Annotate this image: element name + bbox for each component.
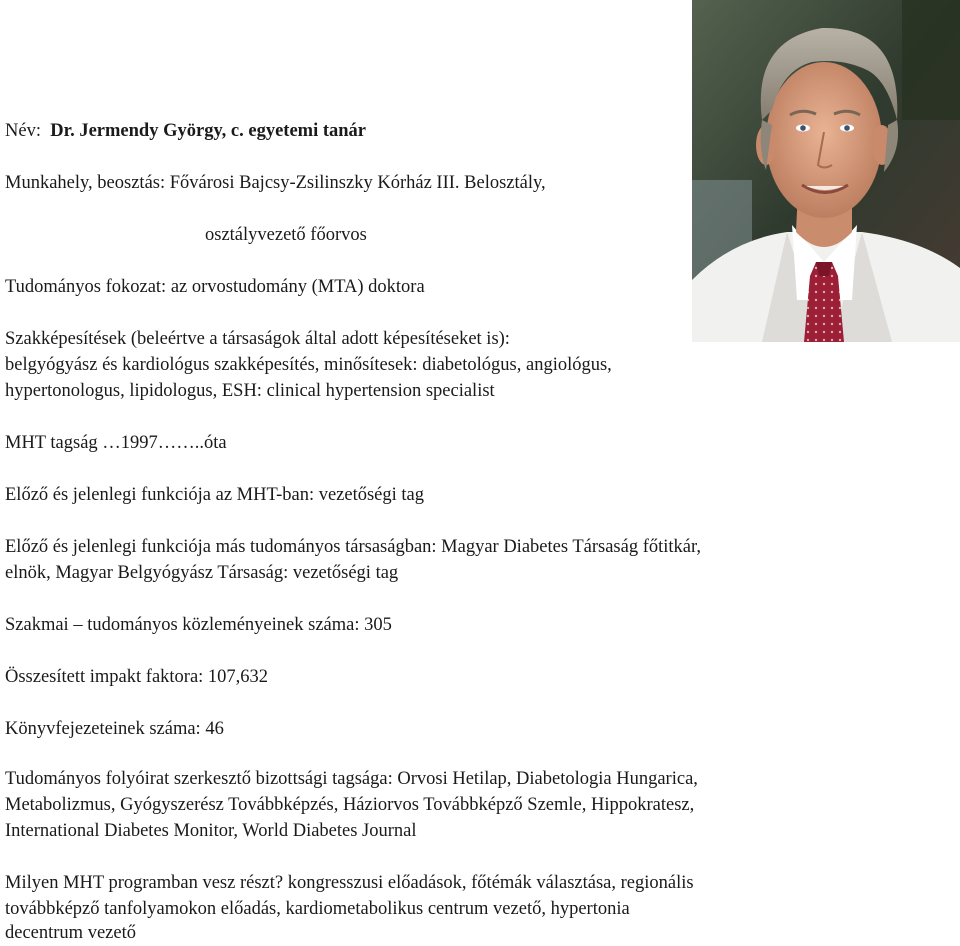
program-line-3: decentrum vezető (5, 923, 136, 943)
membership-line: MHT tagság …1997……..óta (5, 433, 227, 453)
mht-function-line: Előző és jelenlegi funkciója az MHT-ban: vezetőségi tag (5, 485, 425, 505)
position-line: osztályvezető főorvos (205, 225, 367, 245)
qualifications-list: belgyógyász és kardiológus szakképesítés, minősítesek: diabetológus, angiológus, (5, 355, 612, 375)
impact-factor-line: Összesített impakt faktora: 107,632 (5, 667, 269, 687)
degree-line: Tudományos fokozat: az orvostudomány (MTA) doktora (5, 277, 425, 297)
name-line (5, 118, 366, 144)
editorial-line: Tudományos folyóirat szerkesztő bizottsági tagsága: Orvosi Hetilap, Diabetologia Hungarica, (5, 769, 698, 789)
editorial-line-2: Metabolizmus, Gyógyszerész Továbbképzés, Háziorvos Továbbképző Szemle, Hippokratesz, (5, 795, 695, 815)
portrait-photo (692, 0, 960, 342)
qualifications-heading: Szakképesítések (beleértve a társaságok által adott képesítéseket is): (5, 329, 510, 349)
workplace-line: Munkahely, beosztás: Fővárosi Bajcsy-Zsilinszky Kórház III. Belosztály, (5, 173, 546, 193)
other-function-line: Előző és jelenlegi funkciója más tudományos társaságban: Magyar Diabetes Társaság főtitkár, (5, 537, 702, 557)
other-function-line-cont: elnök, Magyar Belgyógyász Társaság: vezetőségi tag (5, 563, 399, 583)
editorial-line-3: International Diabetes Monitor, World Diabetes Journal (5, 821, 417, 841)
person-name: Dr. Jermendy György, c. egyetemi tanár (50, 121, 367, 141)
name-label: Név: (5, 121, 41, 141)
qualifications-list-cont: hypertonologus, lipidologus, ESH: clinical hypertension specialist (5, 381, 495, 401)
program-line: Milyen MHT programban vesz részt? kongresszusi előadások, főtémák választása, regionális (5, 873, 694, 893)
book-chapters-line: Könyvfejezeteinek száma: 46 (5, 719, 224, 739)
publications-line: Szakmai – tudományos közleményeinek száma: 305 (5, 615, 392, 635)
program-line-2: továbbképző tanfolyamokon előadás, kardiometabolikus centrum vezető, hypertonia (5, 899, 630, 919)
